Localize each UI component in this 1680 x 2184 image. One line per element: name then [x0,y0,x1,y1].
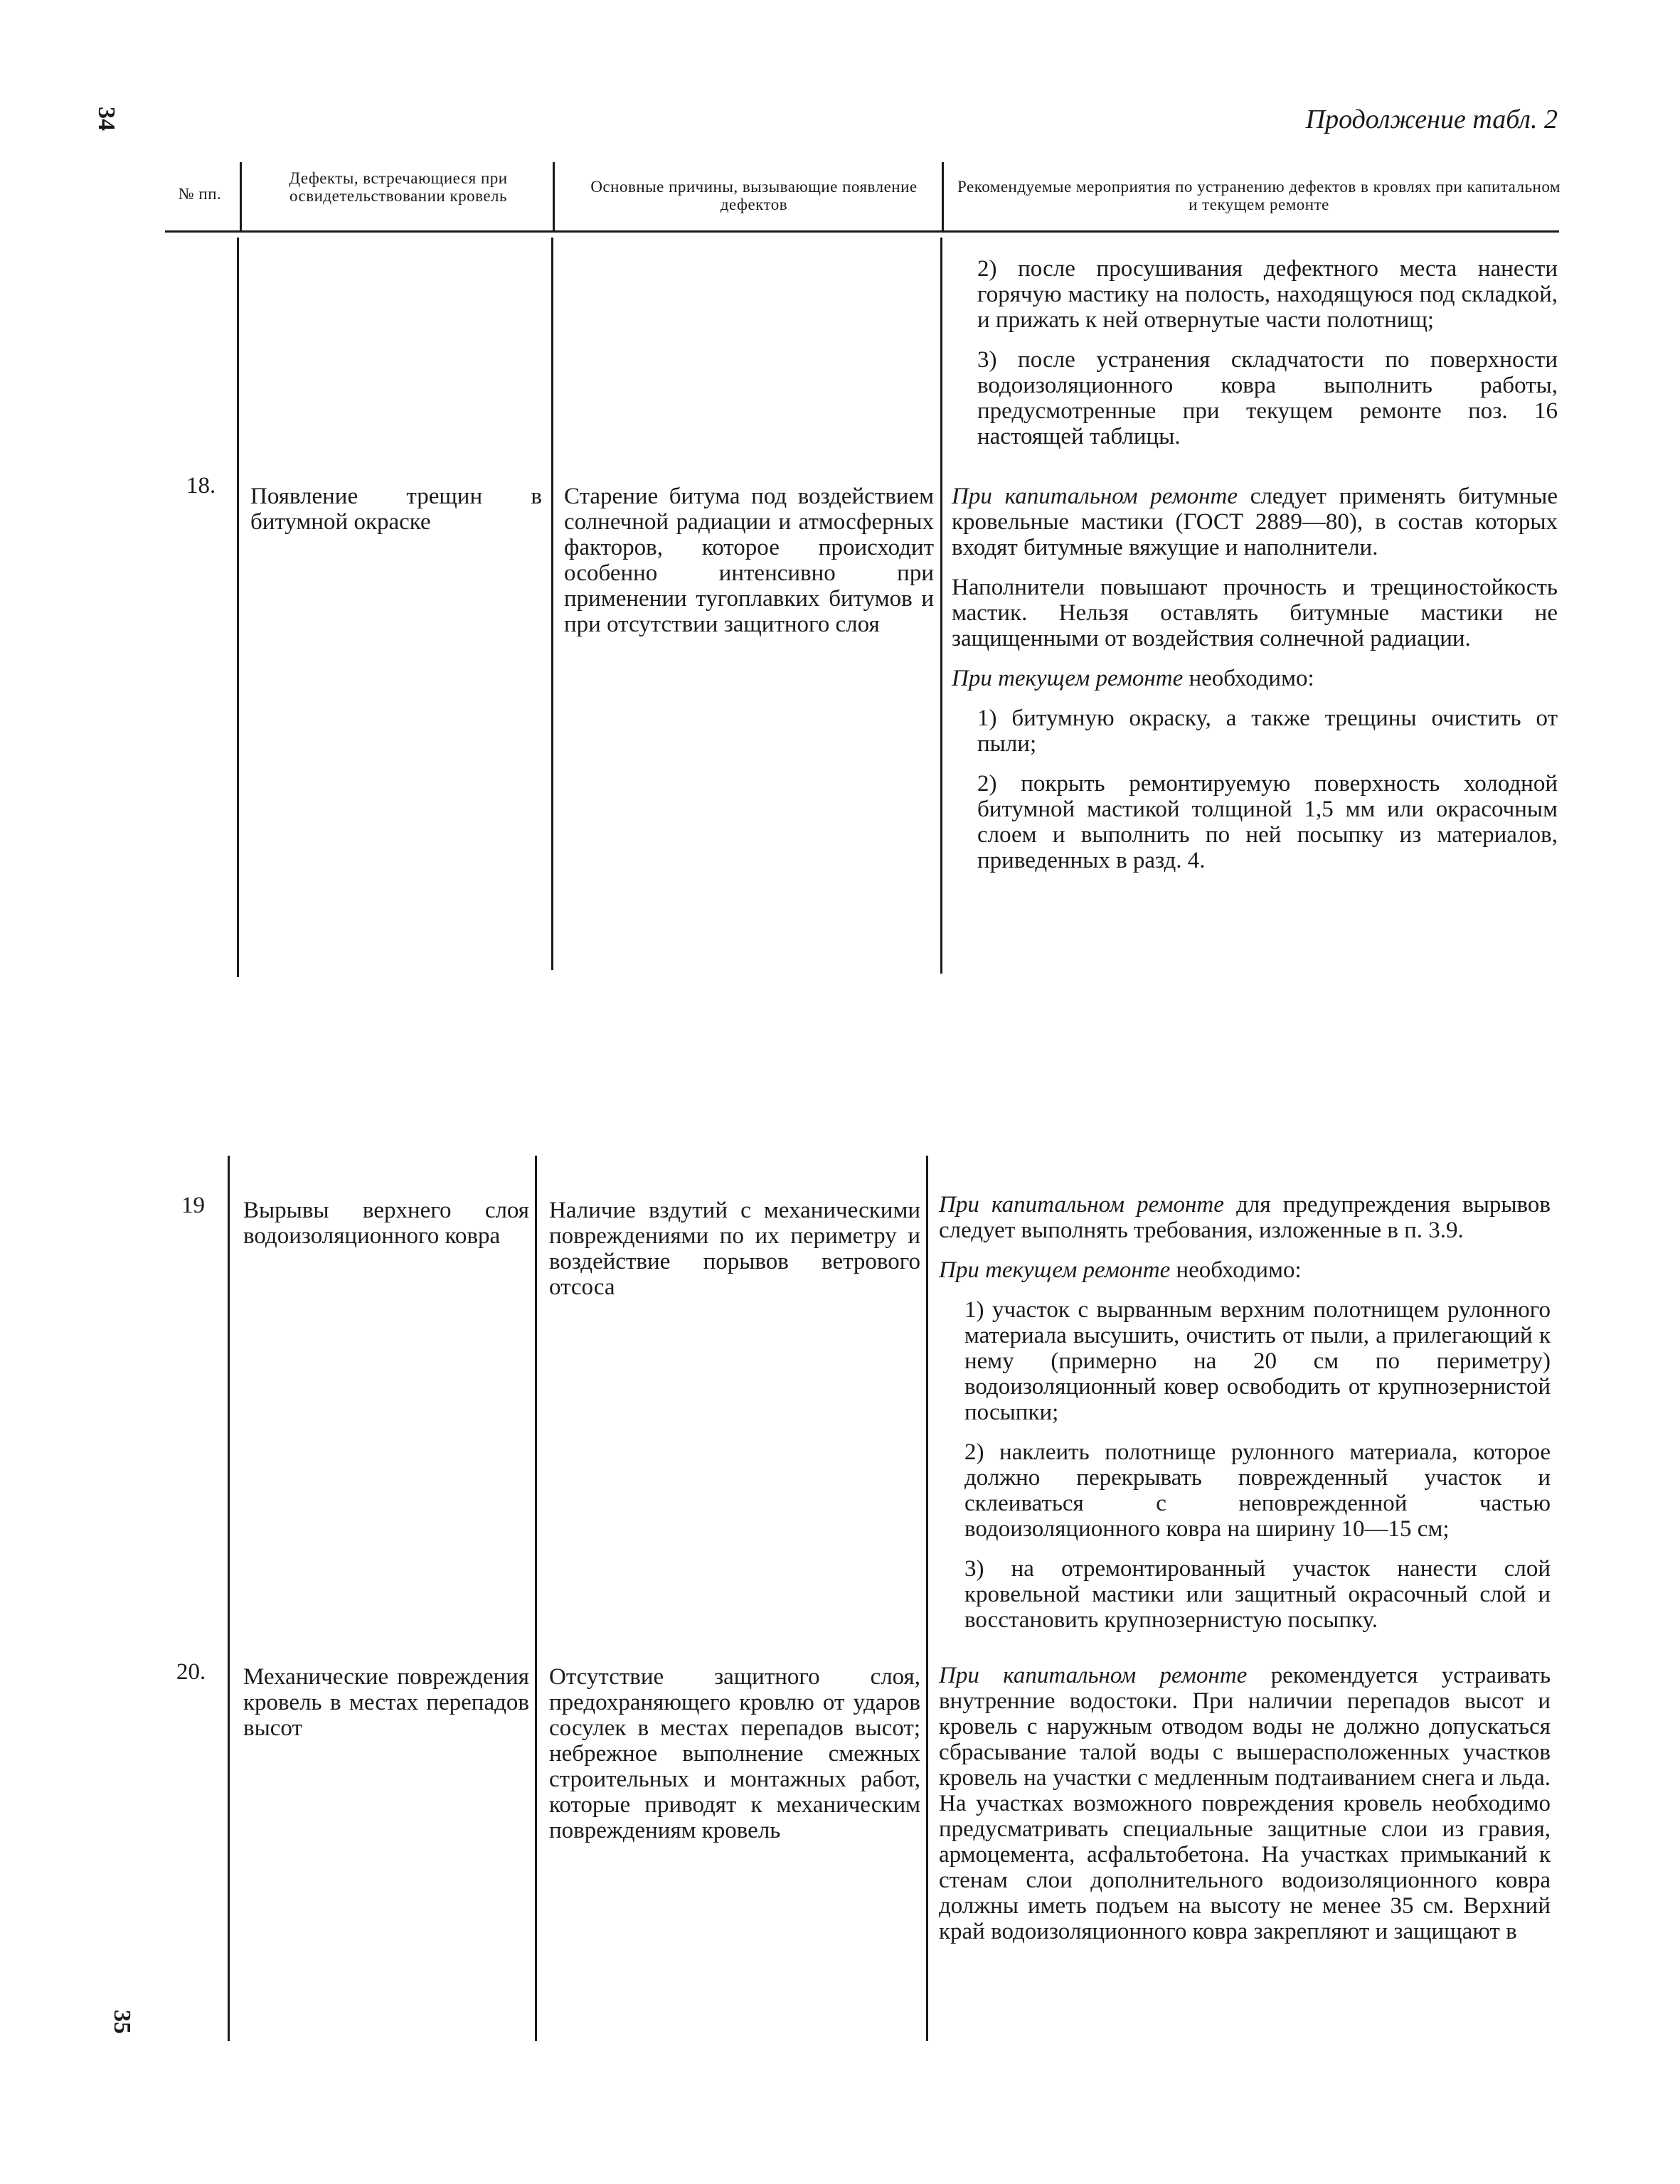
bottom-page-number: 35 [109,2010,135,2034]
row-19-cause: Наличие вздутий с механическими повреждениями по их периметру и воздействие порывов ветрового отсоса [549,1198,920,1300]
row-19-measure-capital: При капитальном ремонте для предупреждения вырывов следует выполнять требования, изложенные в п. 3.9. [939,1192,1551,1243]
row-20-measure-capital: При капитальном ремонте рекомендуется устраивать внутренние водостоки. При наличии перепадов высот и кровель с наружным отводом воды не должно допускаться сбрасывание талой воды с вышерасположенных участков кровель на участки с медленным подтаиванием снега и льда. На участках возможного повреждения кровель необходимо предусматривать специальные защитные слои из гравия, армоцемента, асфальтобетона. На участках примыканий к стенам слои дополнительного водоизоляционного ковра должны иметь подъем на высоту не менее 35 см. Верхний край водоизоляционного ковра закрепляют и защищают в [939,1663,1551,1944]
row-18-measure-current: При текущем ремонте необходимо: [952,666,1314,691]
row-18-measure-fillers: Наполнители повышают прочность и трещиностойкость мастик. Нельзя оставлять битумные мастики не защищенными от воздействия солнечной радиации. [952,575,1558,651]
row-18-cause: Старение битума под воздействием солнечной радиации и атмосферных факторов, которое происходит особенно интенсивно при применении тугоплавких битумов и при отсутствии защитного слоя [564,484,934,637]
row-18-measure-step-1: 1) битумную окраску, а также трещины очистить от пыли; [977,705,1558,757]
header-divider-2 [553,162,555,230]
row-18-measures [952,484,1558,873]
row-18-measure-step-2: 2) покрыть ремонтируемую поверхность холодной битумной мастикой толщиной 1,5 мм или окрасочным слоем и выполнить по ней посыпку из материалов, приведенных в разд. 4. [977,771,1558,873]
continued-measure-item: 3) после устранения складчатости по поверхности водоизоляционного ковра выполнить работы, предусмотренные при текущем ремонте поз. 16 настоящей таблицы. [977,347,1558,449]
header-num: № пп. [178,185,222,203]
lower-col-line-0 [228,1156,230,2041]
row-19-measure-step-3: 3) на отремонтированный участок нанести слой кровельной мастики или защитный окрасочный слой и восстановить крупнозернистую посыпку. [964,1556,1551,1633]
header-defects: Дефекты, встречающиеся при освидетельствовании кровель [289,169,508,205]
header-causes: Основные причины, вызывающие появление дефектов [590,178,918,213]
row-19-measure-current: При текущем ремонте необходимо: [939,1257,1302,1283]
row-18-number: 18. [186,473,216,499]
upper-col-line-2 [551,238,553,970]
row-19-measure-step-2: 2) наклеить полотнище рулонного материала, которое должно перекрывать поврежденный участок и склеиваться с неповрежденной частью водоизоляционного ковра на ширину 10—15 см; [964,1439,1551,1542]
row-20-cause: Отсутствие защитного слоя, предохраняющего кровлю от ударов сосулек в местах перепадов высот; небрежное выполнение смежных строительных и монтажных работ, которые приводят к механическим повреждениям кровель [549,1664,920,1843]
upper-col-line-1 [237,238,239,977]
continued-measures [952,256,1558,449]
lower-col-line-2 [926,1156,928,2041]
continuation-label: Продолжение табл. 2 [1305,105,1558,134]
row-20-measures [939,1663,1551,1944]
row-20-defect: Механические повреждения кровель в местах перепадов высот [243,1664,529,1741]
row-20-number: 20. [176,1659,206,1685]
lower-col-line-1 [535,1156,537,2041]
row-19-measure-step-1: 1) участок с вырванным верхним полотнищем рулонного материала высушить, очистить от пыли, а прилегающий к нему (примерно на 20 см по периметру) водоизоляционный ковер освободить от крупнозернистой посыпки; [964,1297,1551,1425]
row-19-defect: Вырывы верхнего слоя водоизоляционного ковра [243,1198,529,1249]
continued-measure-item: 2) после просушивания дефектного места нанести горячую мастику на полость, находящуюся под складкой, и прижать к ней отвернутые части полотнищ; [977,256,1558,333]
row-19-measures [939,1192,1551,1633]
header-divider-3 [942,162,944,230]
header-bottom-rule [165,230,1559,233]
upper-col-line-3 [940,238,942,974]
header-measures: Рекомендуемые мероприятия по устранению дефектов в кровлях при капитальном и текущем ремонте [957,178,1561,213]
top-page-number: 34 [93,107,119,131]
header-divider-1 [240,162,242,230]
row-19-number: 19 [181,1193,205,1218]
row-18-defect: Появление трещин в битумной окраске [250,484,542,535]
row-18-measure-capital: При капитальном ремонте следует применять битумные кровельные мастики (ГОСТ 2889—80), в состав которых входят битумные вяжущие и наполнители. [952,484,1558,560]
